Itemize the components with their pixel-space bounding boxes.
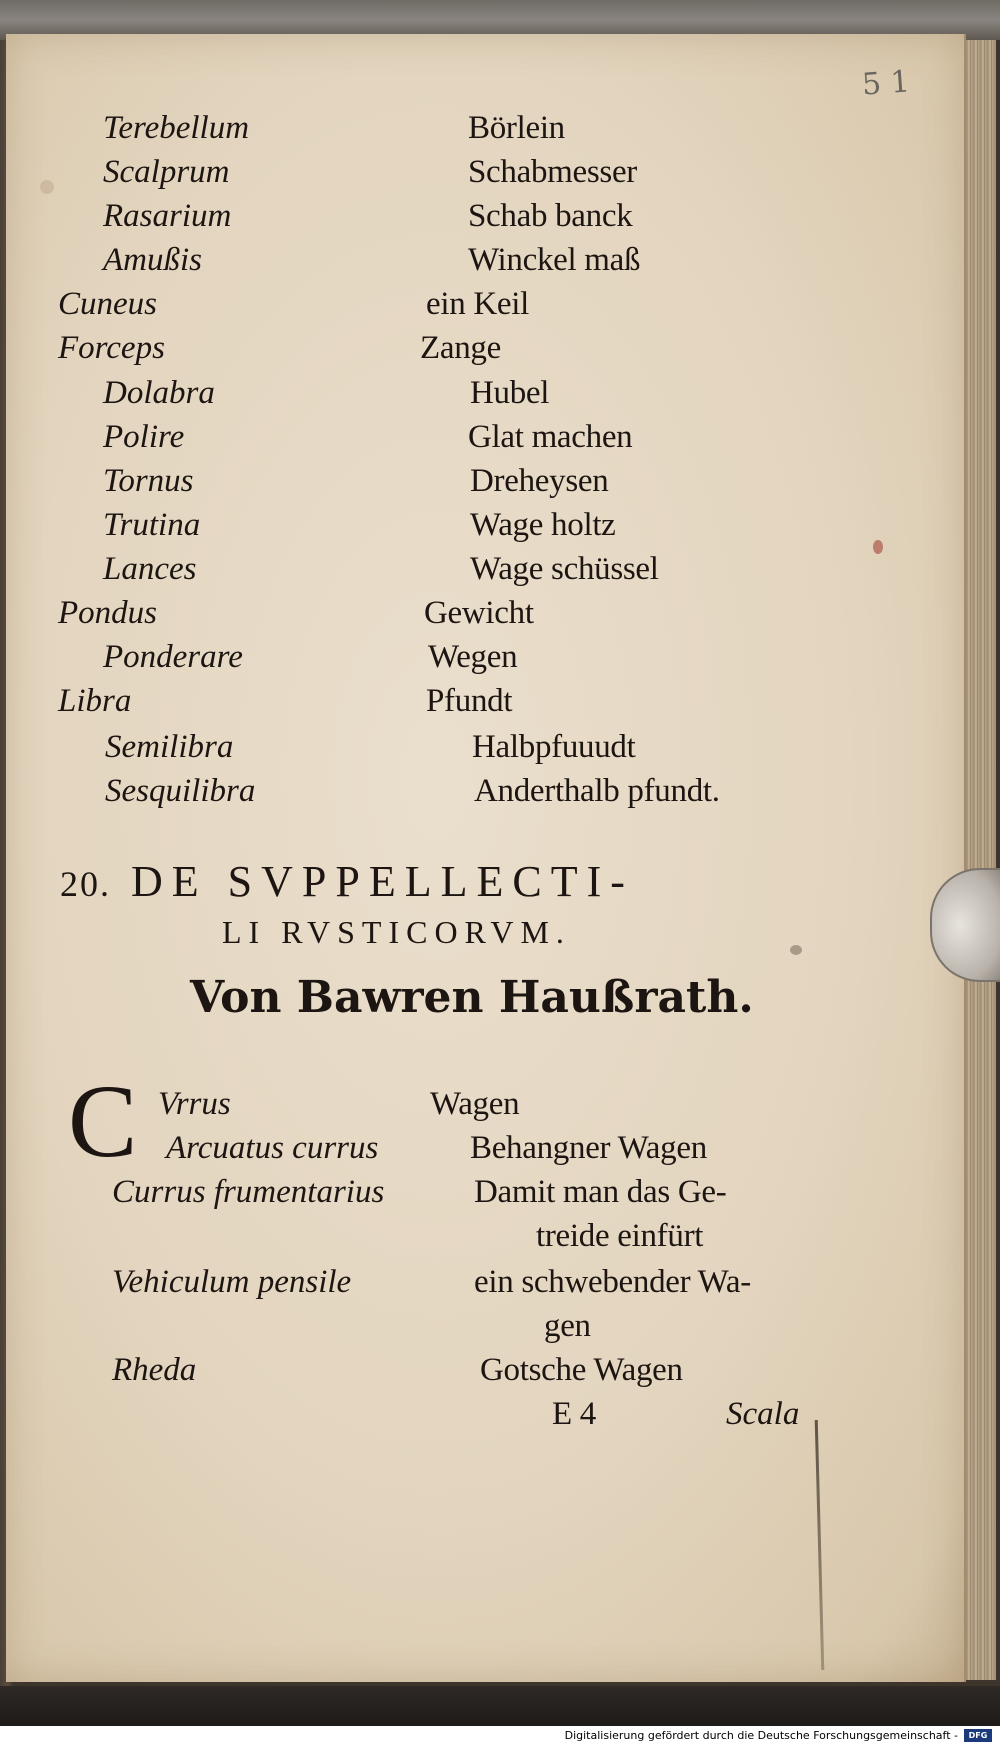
latin-term: Vehiculum pensile [112,1264,352,1300]
ink-spot [40,180,54,194]
scan-bottom-border [0,1686,1000,1726]
german-term: Glat machen [468,419,633,455]
funding-credit: Digitalisierung gefördert durch die Deutsche Forschungsgemeinschaft - [564,1729,958,1742]
german-term: Börlein [468,110,565,146]
german-term: Wegen [428,639,518,675]
latin-term: Rheda [112,1352,197,1388]
german-term: Anderthalb pfundt. [474,773,720,809]
drop-cap-initial: C [68,1064,138,1179]
german-term: Gotsche Wagen [480,1352,683,1388]
german-term: Damit man das Ge- [474,1174,727,1210]
latin-term: Amußis [103,242,202,278]
german-term: Wage schüssel [470,551,659,587]
german-term: Pfundt [426,683,513,719]
latin-term: Ponderare [103,639,243,675]
latin-term: Currus frumentarius [112,1174,385,1210]
catchword: Scala [726,1396,800,1432]
german-term-continuation: treide einfürt [536,1218,704,1254]
section-title-line1: DE SVPPELLECTI- [131,857,634,906]
german-term: Gewicht [424,595,534,631]
german-term: Wagen [430,1086,520,1122]
latin-term: Scalprum [103,154,230,190]
latin-term: Sesquilibra [105,773,256,809]
german-term: ein Keil [426,286,529,322]
dfg-logo-icon: DFG [964,1729,992,1742]
latin-term: Trutina [103,507,201,543]
ink-spot [873,540,883,554]
german-term: Zange [420,330,501,366]
german-term: Behangner Wagen [470,1130,707,1166]
latin-term: Dolabra [103,375,215,411]
section-number: 20. [60,864,111,904]
latin-term: Arcuatus currus [166,1130,379,1166]
signature-mark: E 4 [552,1396,597,1432]
german-term: Halbpfuuudt [472,729,636,765]
latin-term: Tornus [103,463,194,499]
latin-term: Semilibra [105,729,234,765]
german-term: Winckel maß [468,242,641,278]
german-term: ein schwebender Wa- [474,1264,751,1300]
latin-term: Lances [103,551,197,587]
section-heading-line1 [60,856,634,907]
german-term: Schabmesser [468,154,637,190]
german-term: Hubel [470,375,550,411]
german-term-continuation: gen [544,1308,591,1344]
latin-term: Terebellum [103,110,250,146]
german-term: Schab banck [468,198,633,234]
latin-term: Libra [58,683,132,719]
ink-spot [790,945,802,955]
latin-term: Forceps [58,330,165,366]
latin-term: Polire [103,419,185,455]
german-term: Wage holtz [470,507,616,543]
latin-term: Cuneus [58,286,157,322]
latin-term: Rasarium [103,198,232,234]
section-title-line2: LI RVSTICORVM. [222,914,571,950]
german-term: Dreheysen [470,463,609,499]
latin-term: Pondus [58,595,157,631]
latin-term: Vrrus [158,1086,231,1122]
folio-number: 5 1 [860,64,911,103]
section-german-title: Von Bawren Haußrath. [190,972,754,1023]
